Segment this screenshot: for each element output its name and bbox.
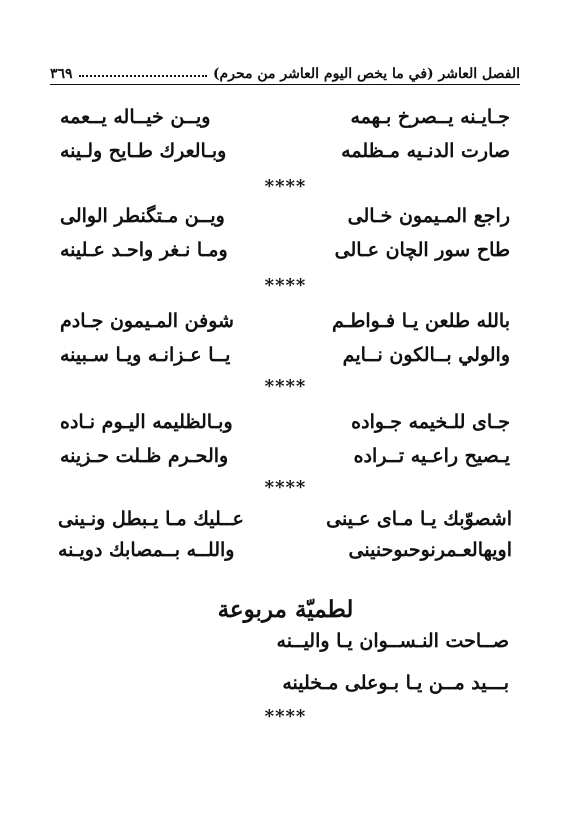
verse-line — [60, 344, 510, 378]
verse-line: صــاحت النـســوان يـا واليــنه — [276, 630, 509, 652]
verse-first-hemistich: اويهالعـمرنوحىوحنينى — [348, 539, 512, 561]
verse-second-hemistich: ومـا نـغر واحـد عـلينه — [60, 239, 228, 261]
verse-second-hemistich: وبـالظليمه اليـوم نـاده — [60, 411, 233, 433]
verse-second-hemistich: والحـرم ظـلت حـزينه — [60, 445, 229, 467]
stanza-divider: **** — [264, 706, 307, 727]
stanza-divider: **** — [264, 477, 307, 498]
verse-first-hemistich: بالله طلعن يـا فـواطـم — [332, 310, 510, 332]
verse-second-hemistich: وبـالعرك طـايح ولـينه — [60, 140, 227, 162]
section-heading: لطميّة مربوعة — [217, 596, 354, 623]
verse-second-hemistich: عــليك مـا يـبطل ونـينى — [58, 508, 244, 530]
verse-first-hemistich: اشصوّبك يـا مـاى عـينى — [326, 508, 512, 530]
page-number: ٣٦٩ — [50, 66, 73, 82]
verse-second-hemistich: يــا عـزانـه ويـا سـبينه — [60, 344, 231, 366]
stanza-divider: **** — [264, 376, 307, 397]
verse-first-hemistich: والولي بــالكون نــايم — [342, 344, 510, 366]
leader-dots — [79, 73, 207, 77]
verse-line — [60, 445, 510, 479]
verse-line — [60, 106, 510, 140]
stanza-divider: **** — [264, 275, 307, 296]
verse-line — [60, 205, 510, 239]
stanza-divider: **** — [264, 176, 307, 197]
verse-first-hemistich: راجع المـيمون خـالى — [347, 205, 510, 227]
verse-second-hemistich: واللــه بــمصابك دويـنه — [58, 539, 235, 561]
verse-line: بـــيد مــن يـا بـوعلى مـخلينه — [282, 672, 509, 694]
verse-first-hemistich: جـايـنه يــصرخ بـهمه — [350, 106, 510, 128]
verse-second-hemistich: ويــن خيــاله يــعمه — [60, 106, 211, 128]
verse-first-hemistich: صارت الدنـيه مـظلمه — [341, 140, 510, 162]
verse-first-hemistich: طاح سور الچان عـالى — [334, 239, 510, 261]
verse-second-hemistich: شوفن المـيمون جـادم — [60, 310, 234, 332]
chapter-title: الفصل العاشر (في ما يخص اليوم العاشر من محرم) — [212, 66, 520, 82]
verse-line — [58, 508, 512, 542]
verse-line — [60, 310, 510, 344]
verse-first-hemistich: يـصيح راعـيه تــراده — [353, 445, 510, 467]
verse-second-hemistich: ويــن مـتگنطر الوالى — [60, 205, 225, 227]
running-header — [50, 58, 520, 82]
verse-line — [60, 239, 510, 273]
verse-line — [58, 539, 512, 573]
verse-line — [60, 140, 510, 174]
verse-line — [60, 411, 510, 445]
header-rule — [50, 84, 520, 85]
verse-first-hemistich: جـاى للـخيمه جـواده — [351, 411, 510, 433]
